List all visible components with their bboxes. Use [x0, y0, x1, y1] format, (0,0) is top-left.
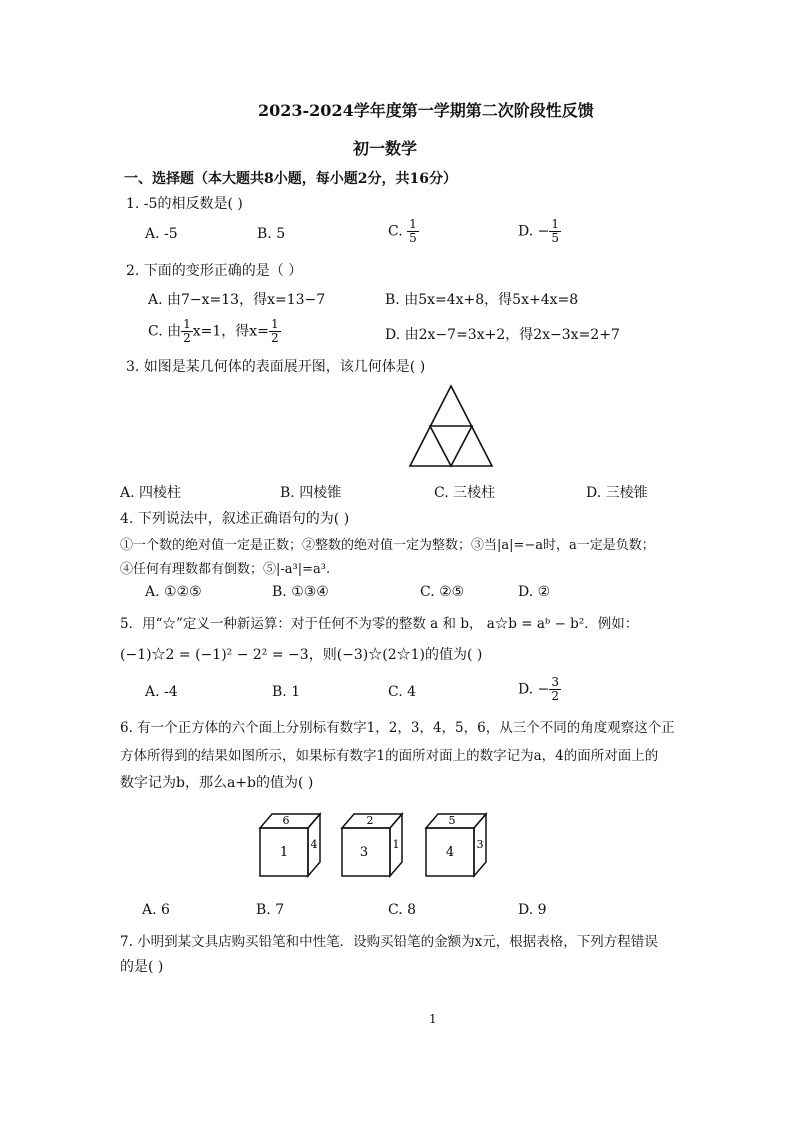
exam-subject: 初一数学: [353, 139, 418, 158]
q2-option-d: D. 由2x−7=3x+2，得2x−3x=2+7: [385, 327, 620, 343]
q1-option-b: B. 5: [257, 226, 286, 242]
page-number: 1: [429, 1012, 437, 1026]
q5-option-d: D. − $\frac{3}{2}$: [518, 675, 560, 703]
q3-stem: 3. 如图是某几何体的表面展开图，该几何体是( ): [126, 359, 426, 375]
q3-option-b: B. 四棱锥: [280, 485, 342, 501]
q7-stem-line2: 的是( ): [120, 959, 164, 975]
cube1-front-number: 1: [279, 845, 289, 860]
q3-option-c: C. 三棱柱: [434, 485, 496, 501]
q5-option-a: A. -4: [145, 684, 178, 700]
q7-stem-line1: 7. 小明到某文具店购买铅笔和中性笔．设购买铅笔的金额为x元，根据表格，下列方程错误: [120, 934, 658, 950]
q6-option-a: A. 6: [142, 902, 170, 918]
q6-option-c: C. 8: [388, 902, 417, 918]
cube3-top-number: 5: [448, 814, 456, 827]
tetrahedron-net-figure: [408, 384, 494, 468]
q4-statements-line2: ④任何有理数都有倒数；⑤|-a³|=a³.: [120, 562, 331, 577]
q1-option-d: D. − $\frac{1}{5}$: [518, 217, 560, 245]
q6-stem-line1: 6. 有一个正方体的六个面上分别标有数字1，2，3，4，5，6，从三个不同的角度观察这个正: [120, 720, 675, 736]
cube1-top-number: 6: [282, 814, 290, 827]
q3-option-a: A. 四棱柱: [120, 485, 182, 501]
cube2-side-number: 1: [392, 838, 400, 851]
q2-option-b: B. 由5x=4x+8，得5x+4x=8: [385, 292, 579, 308]
q2-option-c: C. 由 $\frac{1}{2}$ x=1，得x= $\frac{1}{2}$: [148, 317, 279, 345]
cube-view-2: [338, 810, 410, 880]
q1-option-a: A. -5: [145, 226, 178, 242]
q6-stem-line2: 方体所得到的结果如图所示，如果标有数字1的面所对面上的数字记为a，4的面所对面上的: [120, 748, 659, 764]
q4-option-d: D. ②: [518, 584, 551, 600]
q5-stem: 5．用“☆”定义一种新运算：对于任何不为零的整数 a 和 b， a☆b = aᵇ − b²．例如：: [120, 616, 639, 632]
cube2-top-number: 2: [366, 814, 374, 827]
q2-option-a: A. 由7−x=13，得x=13−7: [148, 292, 326, 308]
q4-option-a: A. ①②⑤: [145, 584, 202, 600]
q1-stem: 1. -5的相反数是( ): [126, 196, 243, 212]
q4-option-b: B. ①③④: [272, 584, 329, 600]
q6-option-d: D. 9: [518, 902, 547, 918]
q5-option-b: B. 1: [272, 684, 301, 700]
exam-title: 2023-2024学年度第一学期第二次阶段性反馈: [258, 101, 594, 120]
q3-option-d: D. 三棱锥: [586, 485, 648, 501]
cube3-front-number: 4: [445, 845, 455, 860]
q4-statements-line1: ①一个数的绝对值一定是正数；②整数的绝对值一定为整数；③当|a|=−a时，a一定是负数；: [120, 538, 655, 553]
cube1-side-number: 4: [310, 838, 318, 851]
cube2-front-number: 3: [359, 845, 369, 860]
cube3-side-number: 3: [476, 838, 484, 851]
q4-option-c: C. ②⑤: [420, 584, 465, 600]
section-heading: 一、选择题（本大题共8小题，每小题2分，共16分）: [124, 171, 457, 187]
q6-stem-line3: 数字记为b，那么a+b的值为( ): [120, 775, 314, 791]
q5-option-c: C. 4: [388, 684, 417, 700]
q5-example: (−1)☆2 = (−1)² − 2² = −3，则(−3)☆(2☆1)的值为( ): [120, 647, 483, 663]
cube-view-3: [422, 810, 494, 880]
q2-stem: 2. 下面的变形正确的是（ ）: [126, 263, 303, 279]
q6-option-b: B. 7: [256, 902, 285, 918]
q1-option-c: C. $\frac{1}{5}$: [388, 217, 417, 245]
cube-view-1: [256, 810, 328, 880]
q4-stem: 4. 下列说法中，叙述正确语句的为( ): [120, 511, 350, 527]
